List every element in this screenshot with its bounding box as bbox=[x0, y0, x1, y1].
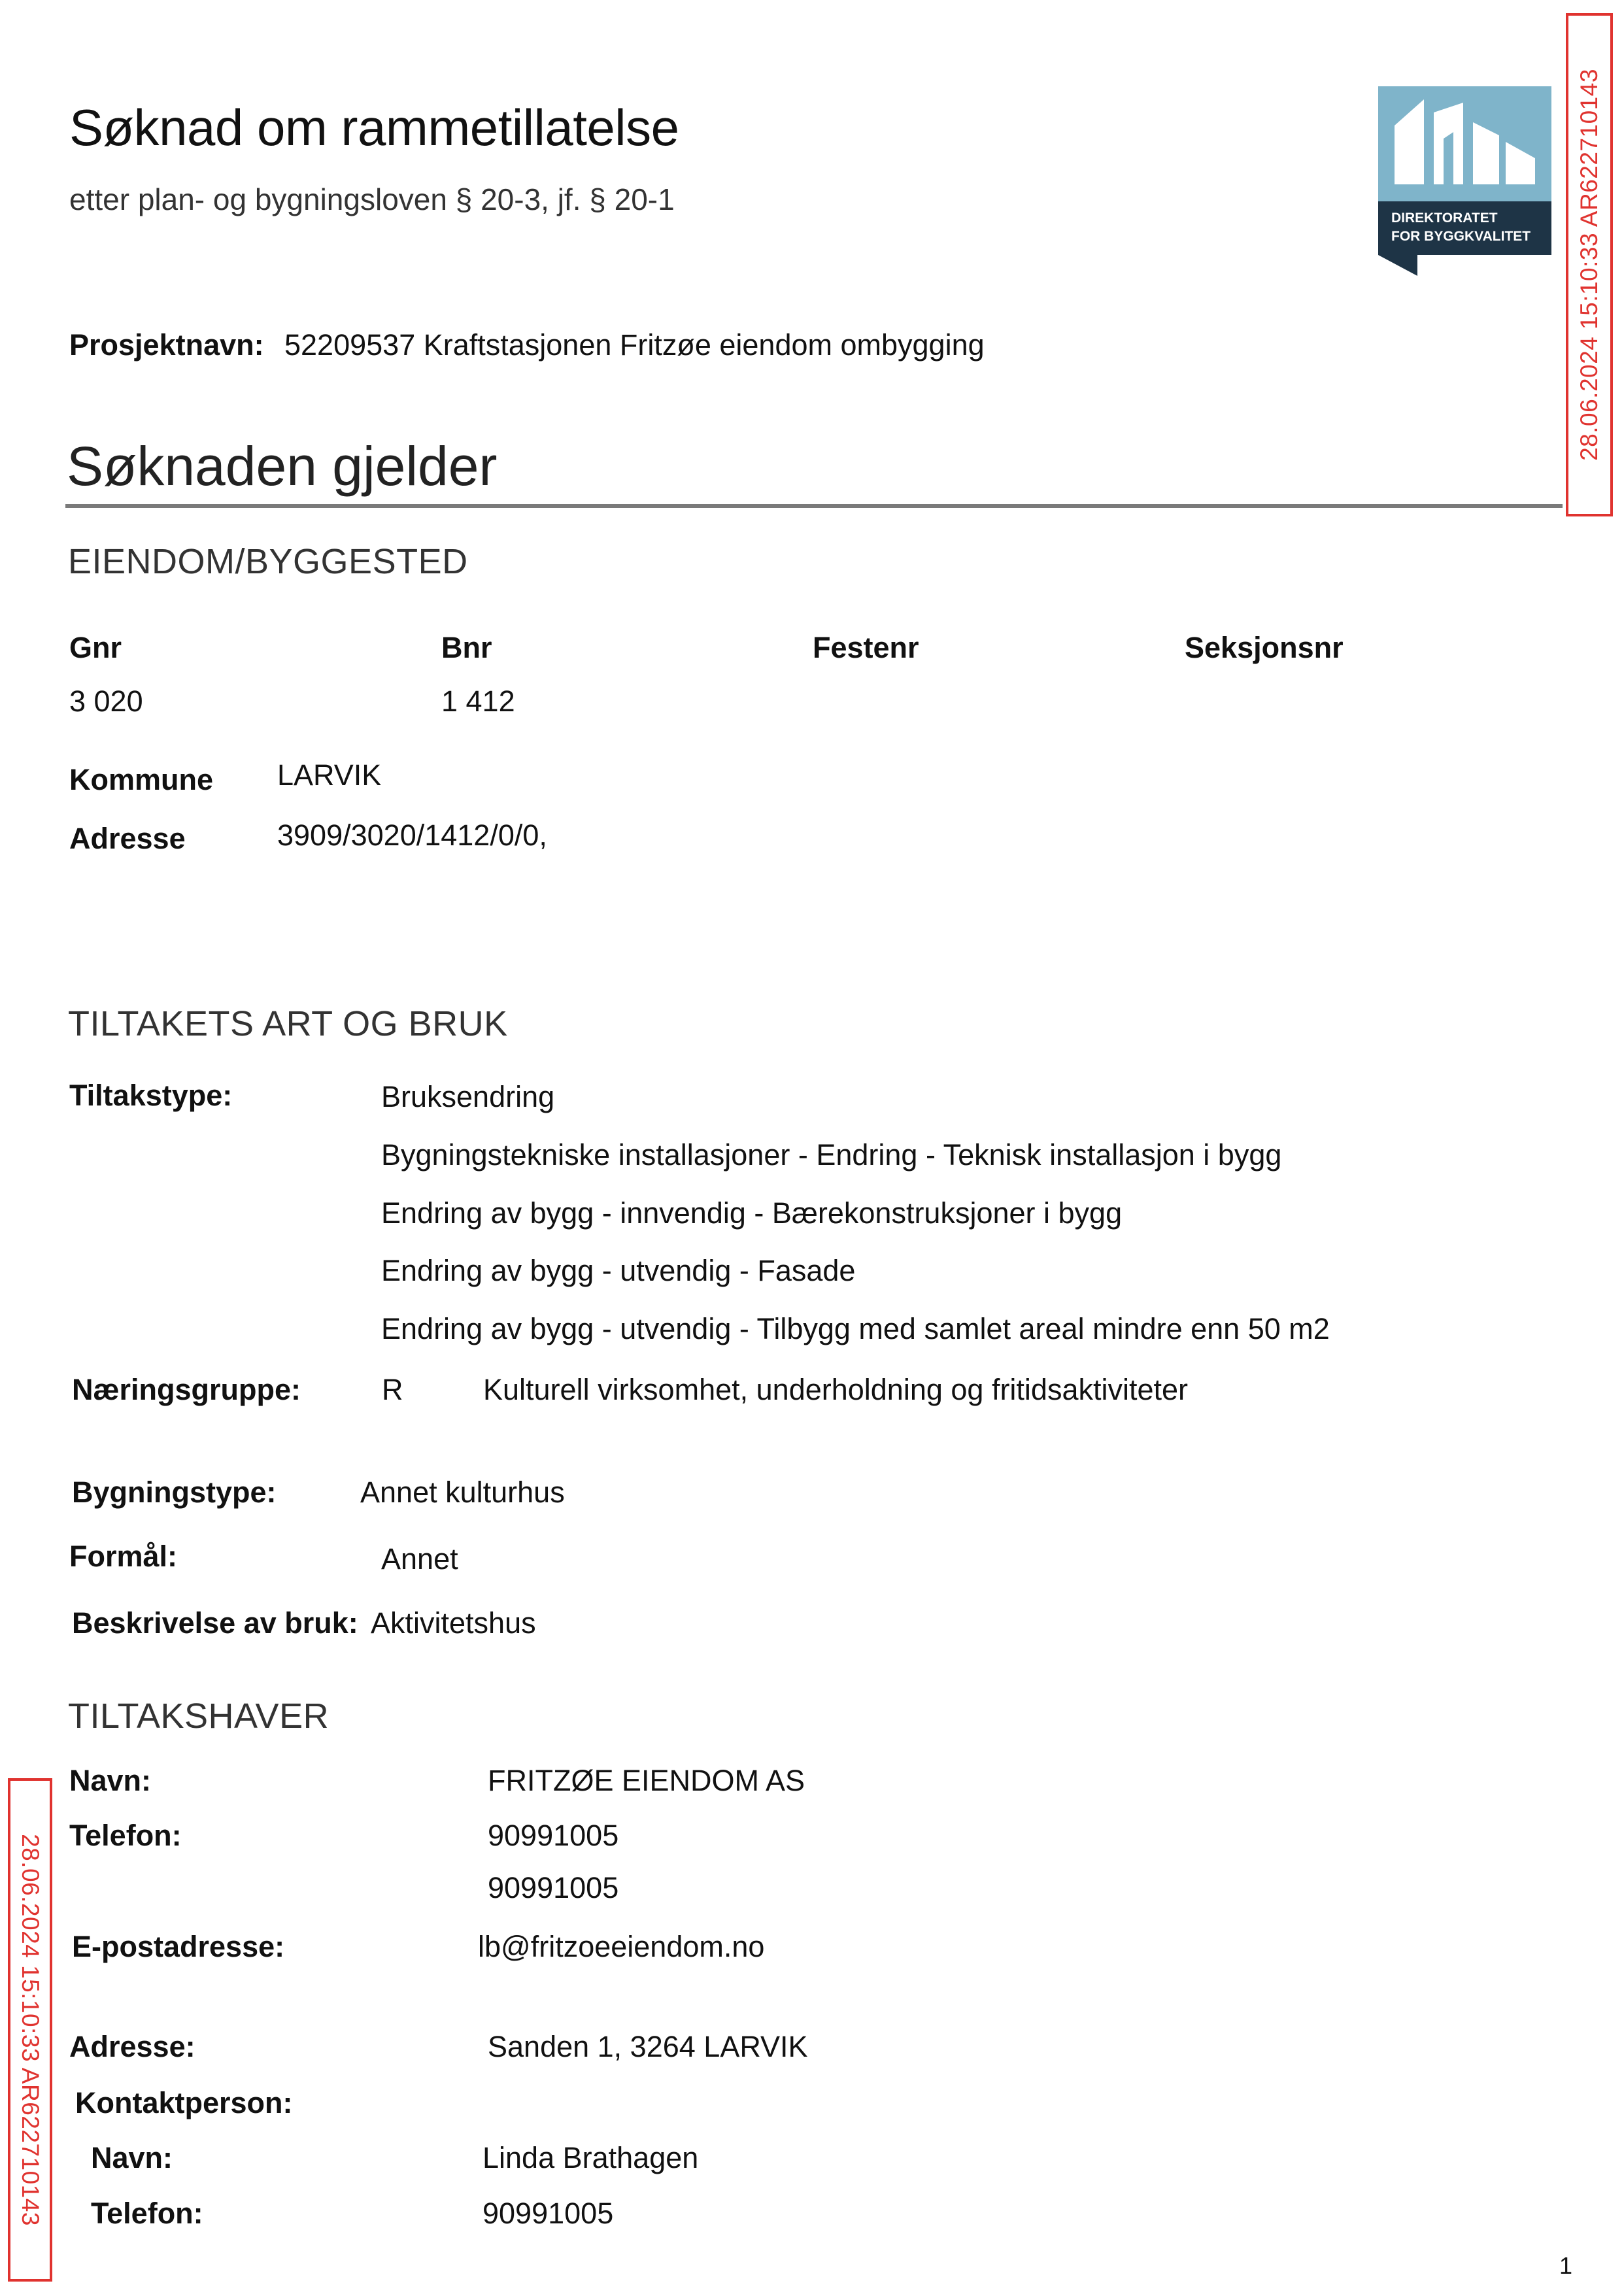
tiltakstype-item: Endring av bygg - utvendig - Tilbygg med samlet areal mindre enn 50 m2 bbox=[381, 1312, 1330, 1345]
tiltakshaver-adresse-label: Adresse: bbox=[69, 2030, 195, 2063]
bnr-header: Bnr bbox=[441, 631, 492, 664]
adresse-label: Adresse bbox=[69, 822, 186, 855]
tiltakshaver-heading: TILTAKSHAVER bbox=[68, 1696, 330, 1736]
tiltakshaver-telefon-value: 90991005 bbox=[488, 1871, 619, 1904]
timestamp-stamp-bottom bbox=[8, 1778, 52, 2282]
bygningstype-value: Annet kulturhus bbox=[360, 1476, 565, 1509]
stamp-text: 28.06.2024 15:10:33 AR622710143 bbox=[1576, 69, 1602, 461]
tiltakstype-item: Bruksendring bbox=[381, 1080, 555, 1113]
formaal-value: Annet bbox=[381, 1542, 458, 1576]
logo-flag-tail bbox=[1378, 255, 1551, 276]
tiltakshaver-epost-label: E-postadresse: bbox=[72, 1930, 285, 1963]
naeringsgruppe-value: Kulturell virksomhet, underholdning og fritidsaktiviteter bbox=[483, 1373, 1189, 1406]
tiltak-heading: TILTAKETS ART OG BRUK bbox=[68, 1004, 508, 1043]
naeringsgruppe-code: R bbox=[382, 1373, 403, 1406]
tiltakstype-item: Endring av bygg - utvendig - Fasade bbox=[381, 1254, 856, 1287]
kommune-label: Kommune bbox=[69, 763, 214, 796]
kontaktperson-navn-value: Linda Brathagen bbox=[482, 2141, 699, 2174]
section-divider bbox=[65, 504, 1563, 508]
logo-building-icon bbox=[1378, 86, 1551, 201]
naeringsgruppe-label: Næringsgruppe: bbox=[72, 1373, 301, 1406]
tiltakstype-item: Endring av bygg - innvendig - Bærekonstruksjoner i bygg bbox=[381, 1196, 1123, 1230]
gnr-value: 3 020 bbox=[69, 684, 143, 718]
formaal-label: Formål: bbox=[69, 1540, 178, 1573]
kontaktperson-telefon-label: Telefon: bbox=[91, 2197, 203, 2230]
tiltakstype-item: Bygningstekniske installasjoner - Endring - Teknisk installasjon i bygg bbox=[381, 1138, 1282, 1172]
adresse-value: 3909/3020/1412/0/0, bbox=[277, 818, 547, 852]
property-heading: EIENDOM/BYGGESTED bbox=[68, 542, 468, 581]
timestamp-stamp-top bbox=[1566, 13, 1613, 516]
bnr-value: 1 412 bbox=[441, 684, 515, 718]
gnr-header: Gnr bbox=[69, 631, 122, 664]
stamp-text: 28.06.2024 15:10:33 AR622710143 bbox=[17, 1834, 44, 2226]
logo-line-2: FOR BYGGKVALITET bbox=[1391, 229, 1531, 244]
tiltakshaver-telefon-label: Telefon: bbox=[69, 1819, 182, 1852]
dibk-logo bbox=[1378, 86, 1551, 276]
document-subtitle: etter plan- og bygningsloven § 20-3, jf. § 20-1 bbox=[69, 182, 675, 216]
kontaktperson-telefon-value: 90991005 bbox=[482, 2197, 614, 2230]
tiltakstype-label: Tiltakstype: bbox=[69, 1079, 233, 1112]
seksjonsnr-header: Seksjonsnr bbox=[1185, 631, 1344, 664]
document-title: Søknad om rammetillatelse bbox=[69, 99, 679, 156]
kontaktperson-navn-label: Navn: bbox=[91, 2141, 173, 2174]
kontaktperson-label: Kontaktperson: bbox=[75, 2086, 293, 2119]
page-number: 1 bbox=[1559, 2252, 1573, 2279]
tiltakshaver-navn-label: Navn: bbox=[69, 1764, 152, 1797]
section-title: Søknaden gjelder bbox=[67, 435, 498, 497]
beskrivelse-value: Aktivitetshus bbox=[371, 1606, 536, 1640]
beskrivelse-label: Beskrivelse av bruk: bbox=[72, 1606, 358, 1640]
festenr-header: Festenr bbox=[813, 631, 919, 664]
bygningstype-label: Bygningstype: bbox=[72, 1476, 277, 1509]
tiltakshaver-telefon-value: 90991005 bbox=[488, 1819, 619, 1852]
logo-line-1: DIREKTORATET bbox=[1391, 211, 1498, 226]
tiltakshaver-epost-value: lb@fritzoeeiendom.no bbox=[478, 1930, 765, 1963]
kommune-value: LARVIK bbox=[277, 758, 382, 792]
tiltakshaver-adresse-value: Sanden 1, 3264 LARVIK bbox=[488, 2030, 808, 2063]
tiltakshaver-navn-value: FRITZØE EIENDOM AS bbox=[488, 1764, 805, 1797]
project-label: Prosjektnavn: bbox=[69, 328, 264, 362]
project-value: 52209537 Kraftstasjonen Fritzøe eiendom ombygging bbox=[284, 328, 985, 362]
logo-text-band bbox=[1378, 201, 1551, 255]
